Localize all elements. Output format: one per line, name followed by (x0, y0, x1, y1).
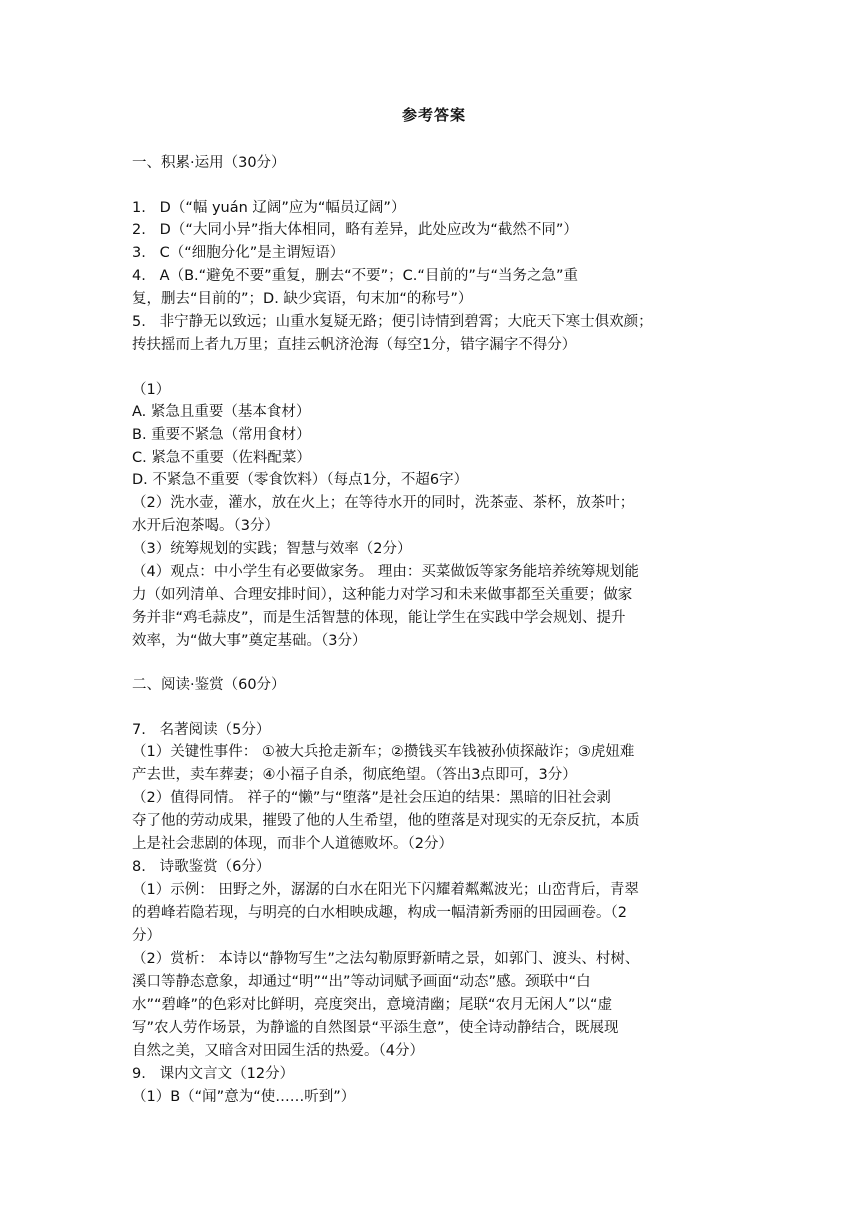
answer-line: 5. 非宁静无以致远；山重水复疑无路；便引诗情到碧霄；大庇天下寒士俱欢颜； (132, 314, 653, 330)
answer-line: （2）值得同情。 祥子的“懒”与“堕落”是社会压迫的结果：黑暗的旧社会剥 (132, 790, 611, 806)
answer-line: （2）赏析： 本诗以“静物写生”之法勾勒原野新晴之景，如郭门、渡头、村树、 (132, 951, 640, 967)
answer-line: （1）B（“闻”意为“使……听到”） (132, 1089, 356, 1105)
answer-line: 9. 课内文言文（12分） (132, 1066, 295, 1082)
answer-line: A. 紧急且重要（基本食材） (132, 404, 311, 420)
answer-line: （1）关键性事件： ①被大兵抢走新车；②攒钱买车钱被孙侦探敲诈；③虎妞难 (132, 744, 635, 760)
answer-line: C. 紧急不重要（佐料配菜） (132, 450, 311, 466)
section-heading: 一、积累·运用（30分） (132, 155, 286, 171)
answer-line: B. 重要不紧急（常用食材） (132, 427, 311, 443)
answer-line: 水”“碧峰”的色彩对比鲜明，亮度突出，意境清幽；尾联“农月无闲人”以“虚 (132, 997, 613, 1013)
answer-line: （2）洗水壶，灌水，放在火上；在等待水开的同时，洗茶壶、茶杯，放茶叶； (132, 495, 635, 511)
answer-line: 的碧峰若隐若现，与明亮的白水相映成趣，构成一幅清新秀丽的田园画卷。（2 (132, 905, 627, 921)
answer-line: （1）示例： 田野之外，潺潺的白水在阳光下闪耀着粼粼波光；山峦背后，青翠 (132, 882, 639, 898)
answer-line: 分） (132, 928, 161, 944)
answer-line: 夺了他的劳动成果，摧毁了他的人生希望，他的堕落是对现实的无奈反抗，本质 (132, 813, 640, 829)
answer-line: （4）观点：中小学生有必要做家务。 理由：买菜做饭等家务能培养统筹规划能 (132, 564, 639, 580)
answer-line: （1） (132, 382, 171, 398)
answer-line: 8. 诗歌鉴赏（6分） (132, 859, 271, 875)
section-heading: 二、阅读·鉴赏（60分） (132, 677, 286, 693)
answer-line: 效率，为“做大事”奠定基础。（3分） (132, 633, 367, 649)
answer-line: 4. A（B.“避免不要”重复，删去“不要”；C.“目前的”与“当务之急”重 (132, 268, 578, 284)
answer-line: 自然之美，又暗含对田园生活的热爱。（4分） (132, 1043, 424, 1059)
answer-line: 产去世，卖车葬妻；④小福子自杀，彻底绝望。（答出3点即可，3分） (132, 767, 577, 783)
answer-line: 1. D（“幅 yuán 辽阔”应为“幅员辽阔”） (132, 200, 406, 216)
answer-line: 复，删去“目前的”；D. 缺少宾语，句末加“的称号”） (132, 291, 473, 307)
answer-line: 2. D（“大同小异”指大体相同，略有差异，此处应改为“截然不同”） (132, 222, 578, 238)
answer-line: 上是社会悲剧的体现，而非个人道德败坏。（2分） (132, 836, 453, 852)
answer-line: 抟扶摇而上者九万里；直挂云帆济沧海（每空1分，错字漏字不得分） (132, 337, 577, 353)
answer-line: 3. C（“细胞分化”是主谓短语） (132, 245, 345, 261)
page-title: 参考答案 (401, 106, 466, 124)
answer-line: 溪口等静态意象，却通过“明”“出”等动词赋予画面“动态”感。颈联中“白 (132, 974, 591, 990)
answer-line: D. 不紧急不重要（零食饮料）（每点1分，不超6字） (132, 472, 469, 488)
answer-line: 写”农人劳作场景，为静谧的自然图景“平添生意”，使全诗动静结合，既展现 (132, 1020, 619, 1036)
answer-line: 务并非“鸡毛蒜皮”，而是生活智慧的体现，能让学生在实践中学会规划、提升 (132, 610, 626, 626)
answer-line: 水开后泡茶喝。（3分） (132, 518, 279, 534)
answer-line: （3）统筹规划的实践；智慧与效率（2分） (132, 541, 412, 557)
answer-line: 7. 名著阅读（5分） (132, 722, 271, 738)
answer-line: 力（如列清单、合理安排时间），这种能力对学习和未来做事都至关重要；做家 (132, 587, 633, 603)
